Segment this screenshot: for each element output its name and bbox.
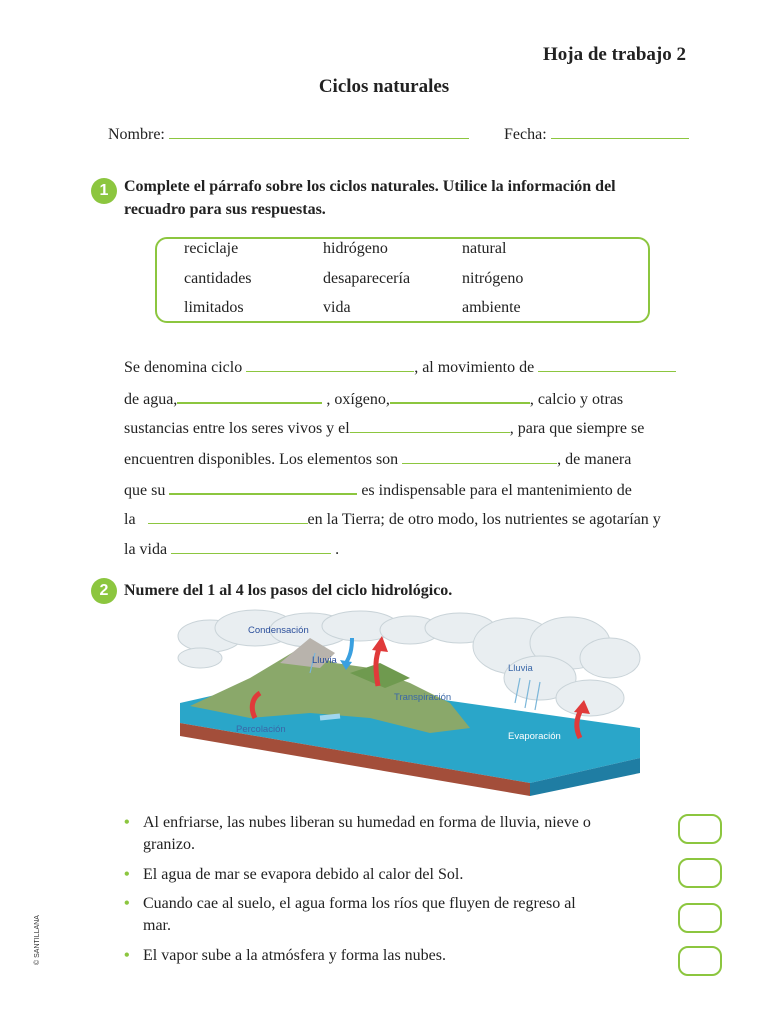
date-label: Fecha: bbox=[504, 126, 547, 143]
water-cycle-illustration bbox=[170, 608, 650, 798]
name-input-line[interactable] bbox=[169, 138, 469, 139]
paragraph-text: , calcio y otras bbox=[529, 391, 624, 408]
step-item bbox=[124, 864, 654, 886]
paragraph-line bbox=[124, 418, 644, 438]
paragraph-text: , para que siempre se bbox=[509, 420, 645, 437]
paragraph-text: . bbox=[335, 541, 340, 558]
name-label: Nombre: bbox=[108, 126, 165, 143]
date-input-line[interactable] bbox=[551, 138, 689, 139]
step-number-box[interactable] bbox=[678, 946, 722, 976]
paragraph-line bbox=[124, 357, 676, 377]
word-bank-item: ambiente bbox=[462, 299, 521, 316]
answer-blank[interactable] bbox=[350, 418, 510, 433]
step-number-box[interactable] bbox=[678, 903, 722, 933]
copyright-notice: © SANTILLANA bbox=[34, 915, 41, 965]
label-evaporacion: Evaporación bbox=[508, 731, 561, 742]
bullet-icon: • bbox=[124, 866, 130, 883]
step-item bbox=[124, 893, 654, 937]
step-text: El vapor sube a la atmósfera y forma las nubes. bbox=[143, 947, 447, 964]
paragraph-text: de agua, bbox=[124, 391, 178, 408]
bullet-icon: • bbox=[124, 895, 130, 912]
question-1-prompt bbox=[124, 175, 616, 221]
label-lluvia-left: Lluvia bbox=[312, 655, 337, 666]
paragraph-text: es indispensable para el mantenimiento de bbox=[361, 482, 632, 499]
label-lluvia-right: Lluvia bbox=[508, 663, 533, 674]
water-cycle-diagram bbox=[170, 608, 650, 798]
answer-blank[interactable] bbox=[402, 449, 557, 464]
answer-blank[interactable] bbox=[177, 388, 322, 404]
answer-blank[interactable] bbox=[148, 509, 308, 524]
paragraph-line bbox=[124, 509, 661, 529]
label-transpiracion: Transpiración bbox=[394, 692, 452, 703]
paragraph-line bbox=[124, 479, 632, 500]
paragraph-text: , al movimiento de bbox=[414, 359, 535, 376]
step-item bbox=[124, 945, 654, 967]
step-text: Cuando cae al suelo, el agua forma los ríos que fluyen de regreso al bbox=[143, 895, 576, 912]
paragraph-text: sustancias entre los seres vivos y el bbox=[124, 420, 350, 437]
label-condensacion: Condensación bbox=[248, 625, 309, 636]
word-bank-item: reciclaje bbox=[184, 240, 239, 257]
paragraph-line bbox=[124, 539, 339, 559]
answer-blank[interactable] bbox=[169, 479, 357, 495]
step-text: mar. bbox=[143, 917, 171, 934]
bullet-icon: • bbox=[124, 947, 130, 964]
word-bank-item: hidrógeno bbox=[323, 240, 388, 257]
paragraph-text: encuentren disponibles. Los elementos son bbox=[124, 451, 399, 468]
answer-blank[interactable] bbox=[246, 357, 414, 372]
step-text: granizo. bbox=[143, 836, 195, 853]
word-bank-item: nitrógeno bbox=[462, 270, 524, 287]
question-2-prompt: Numere del 1 al 4 los pasos del ciclo hidrológico. bbox=[124, 582, 453, 599]
answer-blank[interactable] bbox=[390, 388, 530, 404]
word-bank-item: cantidades bbox=[184, 270, 252, 287]
question-1-number: 1 bbox=[91, 178, 117, 204]
step-item bbox=[124, 812, 654, 856]
label-percolacion: Percolación bbox=[236, 724, 286, 735]
paragraph-text: , de manera bbox=[557, 451, 632, 468]
answer-blank[interactable] bbox=[171, 539, 331, 554]
bullet-icon: • bbox=[124, 814, 130, 831]
paragraph-text: Se denomina ciclo bbox=[124, 359, 243, 376]
word-bank-item: limitados bbox=[184, 299, 244, 316]
question-2-number: 2 bbox=[91, 578, 117, 604]
page-title: Ciclos naturales bbox=[318, 76, 450, 97]
name-field bbox=[108, 126, 469, 144]
date-field bbox=[504, 126, 689, 144]
answer-blank[interactable] bbox=[538, 357, 676, 372]
step-text: Al enfriarse, las nubes liberan su humedad en forma de lluvia, nieve o bbox=[143, 814, 591, 831]
paragraph-text: en la Tierra; de otro modo, los nutrientes se agotarían y bbox=[307, 511, 661, 528]
sheet-label: Hoja de trabajo 2 bbox=[542, 44, 686, 65]
step-text: El agua de mar se evapora debido al calor del Sol. bbox=[143, 866, 464, 883]
question-1-prompt-line2: recuadro para sus respuestas. bbox=[124, 201, 326, 218]
question-1-prompt-line1: Complete el párrafo sobre los ciclos naturales. Utilice la información del bbox=[124, 178, 616, 195]
paragraph-text: que su bbox=[124, 482, 166, 499]
word-bank-item: desaparecería bbox=[323, 270, 411, 287]
word-bank-item: vida bbox=[323, 299, 351, 316]
paragraph-line bbox=[124, 388, 623, 409]
step-number-box[interactable] bbox=[678, 814, 722, 844]
paragraph-text: la vida bbox=[124, 541, 168, 558]
paragraph-text: , oxígeno, bbox=[326, 391, 390, 408]
paragraph-line bbox=[124, 449, 631, 469]
step-number-box[interactable] bbox=[678, 858, 722, 888]
word-bank-item: natural bbox=[462, 240, 507, 257]
paragraph-text: la bbox=[124, 511, 136, 528]
